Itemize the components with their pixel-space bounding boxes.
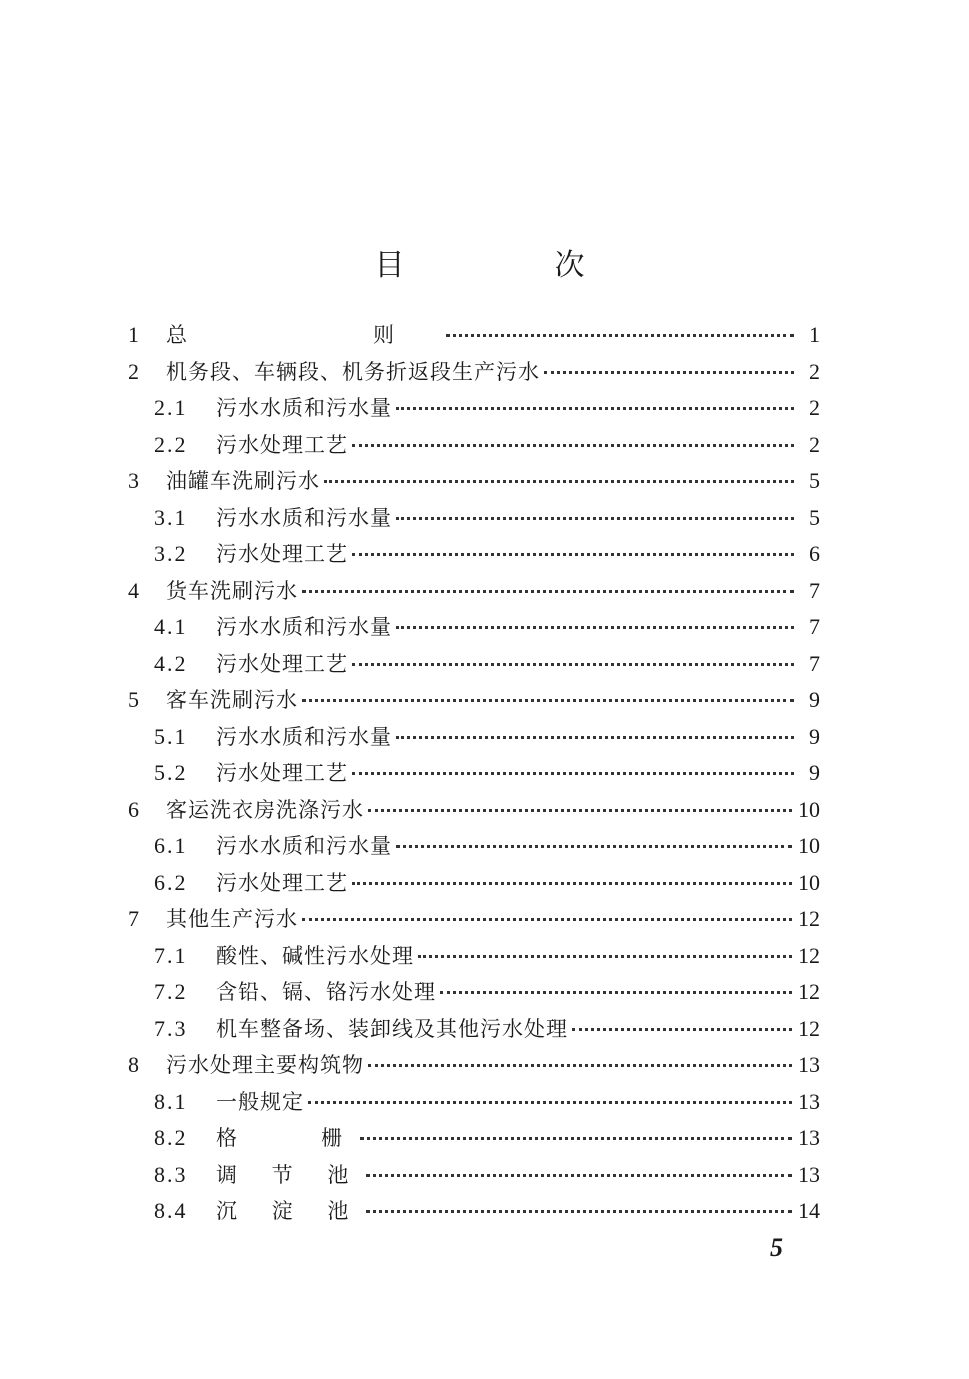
toc-entry-title: 一般规定 [216, 1089, 304, 1114]
dot-leader [544, 361, 794, 374]
toc-entry-number: 3 [128, 468, 139, 493]
toc-entry-page: 7 [809, 650, 820, 676]
toc-entry-number: 8.3 [154, 1161, 188, 1187]
page-number: 5 [770, 1233, 783, 1262]
dot-leader [352, 434, 794, 447]
dot-leader [440, 981, 792, 994]
toc-entry-page: 14 [798, 1198, 820, 1223]
toc-entry-page: 10 [798, 796, 820, 822]
dot-leader [352, 872, 792, 885]
toc-entry-title: 污水处理工艺 [216, 542, 348, 566]
toc-entry-page: 5 [809, 504, 820, 530]
dot-leader [302, 580, 794, 593]
dot-leader [352, 543, 794, 556]
dot-leader [396, 616, 794, 629]
toc-entry-page: 10 [798, 833, 820, 858]
toc-entry-title: 酸性、碱性污水处理 [216, 943, 414, 968]
dot-leader [368, 1054, 792, 1067]
dot-leader [366, 1164, 792, 1177]
toc-entry-page: 6 [809, 541, 820, 566]
toc-entry[interactable] [128, 354, 820, 391]
toc-entry-number: 8.4 [154, 1198, 188, 1223]
toc-entry-number: 2.2 [154, 431, 188, 457]
toc-entry-page: 7 [809, 614, 820, 639]
toc-entry[interactable] [128, 865, 820, 902]
toc-entry-number: 5 [128, 687, 139, 712]
toc-entry-title: 货车洗刷污水 [166, 578, 298, 603]
toc-entry-page: 13 [798, 1088, 820, 1114]
toc-entry[interactable] [128, 427, 820, 464]
toc-entry[interactable] [128, 938, 820, 975]
dot-leader [324, 470, 794, 483]
toc-entry-number: 4 [128, 577, 139, 603]
toc-entry[interactable] [128, 573, 820, 610]
toc-entry-page: 2 [809, 395, 820, 420]
toc-entry-title: 污水水质和污水量 [216, 834, 392, 858]
toc-entry[interactable] [128, 1084, 820, 1121]
toc-entry-number: 2 [128, 358, 139, 384]
toc-entry-page: 12 [798, 906, 820, 931]
toc-entry-number: 7.3 [154, 1015, 188, 1041]
toc-entry[interactable] [128, 646, 820, 683]
toc-entry-number: 3.1 [154, 504, 188, 530]
toc-entry[interactable] [128, 901, 820, 938]
dot-leader [418, 945, 792, 958]
toc-entry[interactable] [128, 828, 820, 865]
dot-leader [572, 1018, 792, 1031]
toc-entry-number: 3.2 [154, 541, 188, 566]
toc-entry-number: 6 [128, 796, 139, 822]
toc-entry[interactable] [128, 1193, 820, 1230]
toc-entry-page: 2 [809, 431, 820, 457]
toc-entry-title: 格 栅 [216, 1126, 356, 1150]
toc-entry-number: 1 [128, 322, 139, 347]
dot-leader [366, 1200, 792, 1213]
dot-leader [368, 799, 792, 812]
toc-entry[interactable] [128, 390, 820, 427]
toc-entry-number: 4.1 [154, 614, 188, 639]
toc-entry-number: 8 [128, 1052, 139, 1077]
dot-leader [396, 507, 794, 520]
toc-entry-title: 污水水质和污水量 [216, 724, 392, 749]
toc-entry-title: 客车洗刷污水 [166, 688, 298, 712]
toc-entry-page: 12 [798, 1015, 820, 1041]
dot-leader [308, 1091, 792, 1104]
toc-entry-page: 1 [809, 322, 820, 347]
toc-entry-title: 污水处理工艺 [216, 651, 348, 676]
toc-entry-title: 污水处理工艺 [216, 870, 348, 895]
toc-entry[interactable] [128, 463, 820, 500]
toc-entry-page: 13 [798, 1052, 820, 1077]
toc-entry-title: 油罐车洗刷污水 [166, 469, 320, 493]
toc-entry-number: 6.1 [154, 833, 188, 858]
toc-entry[interactable] [128, 1157, 820, 1194]
dot-leader [446, 324, 794, 337]
toc-entry[interactable] [128, 500, 820, 537]
toc-entry-number: 6.2 [154, 869, 188, 895]
toc-entry-title: 污水水质和污水量 [216, 396, 392, 420]
toc-entry-number: 2.1 [154, 395, 188, 420]
toc-entry-page: 9 [809, 687, 820, 712]
toc-entry-number: 5.1 [154, 723, 188, 749]
toc-entry-title: 污水处理工艺 [216, 761, 348, 785]
toc-entry[interactable] [128, 719, 820, 756]
dot-leader [352, 762, 794, 775]
toc-entry-title: 机车整备场、装卸线及其他污水处理 [216, 1016, 568, 1041]
table-of-contents [128, 317, 820, 1230]
toc-entry-page: 7 [809, 577, 820, 603]
dot-leader [360, 1127, 792, 1140]
toc-title: 目 次 [374, 248, 645, 283]
dot-leader [302, 689, 794, 702]
toc-entry[interactable] [128, 317, 820, 354]
toc-entry-number: 7.2 [154, 979, 188, 1004]
toc-entry[interactable] [128, 536, 820, 573]
toc-entry[interactable] [128, 682, 820, 719]
toc-entry-title: 污水水质和污水量 [216, 615, 392, 639]
dot-leader [396, 835, 792, 848]
toc-entry-title: 污水处理主要构筑物 [166, 1053, 364, 1077]
toc-entry-page: 13 [798, 1161, 820, 1187]
toc-entry-number: 8.2 [154, 1125, 188, 1150]
dot-leader [302, 908, 792, 921]
toc-entry-title: 含铅、镉、铬污水处理 [216, 980, 436, 1004]
toc-entry-title: 机务段、车辆段、机务折返段生产污水 [166, 359, 540, 384]
toc-entry-page: 12 [798, 942, 820, 968]
toc-entry-number: 4.2 [154, 650, 188, 676]
dot-leader [396, 397, 794, 410]
dot-leader [396, 726, 794, 739]
toc-entry-title: 客运洗衣房洗涤污水 [166, 797, 364, 822]
toc-entry[interactable] [128, 609, 820, 646]
toc-entry[interactable] [128, 1120, 820, 1157]
toc-entry-page: 12 [798, 979, 820, 1004]
toc-entry-title: 总 则 [166, 323, 442, 347]
toc-entry-page: 9 [809, 723, 820, 749]
toc-entry-title: 污水处理工艺 [216, 432, 348, 457]
toc-entry-number: 8.1 [154, 1088, 188, 1114]
toc-entry[interactable] [128, 1011, 820, 1048]
toc-entry-number: 5.2 [154, 760, 188, 785]
toc-entry-title: 污水水质和污水量 [216, 505, 392, 530]
toc-entry-number: 7.1 [154, 942, 188, 968]
toc-entry[interactable] [128, 974, 820, 1011]
toc-entry-title: 其他生产污水 [166, 907, 298, 931]
toc-entry[interactable] [128, 755, 820, 792]
toc-entry-page: 13 [798, 1125, 820, 1150]
toc-entry-number: 7 [128, 906, 139, 931]
toc-entry-page: 9 [809, 760, 820, 785]
toc-entry[interactable] [128, 1047, 820, 1084]
dot-leader [352, 653, 794, 666]
toc-entry-title: 调 节 池 [216, 1162, 363, 1187]
toc-entry-page: 10 [798, 869, 820, 895]
toc-entry-page: 5 [809, 468, 820, 493]
toc-entry[interactable] [128, 792, 820, 829]
toc-entry-title: 沉 淀 池 [216, 1199, 363, 1223]
toc-entry-page: 2 [809, 358, 820, 384]
